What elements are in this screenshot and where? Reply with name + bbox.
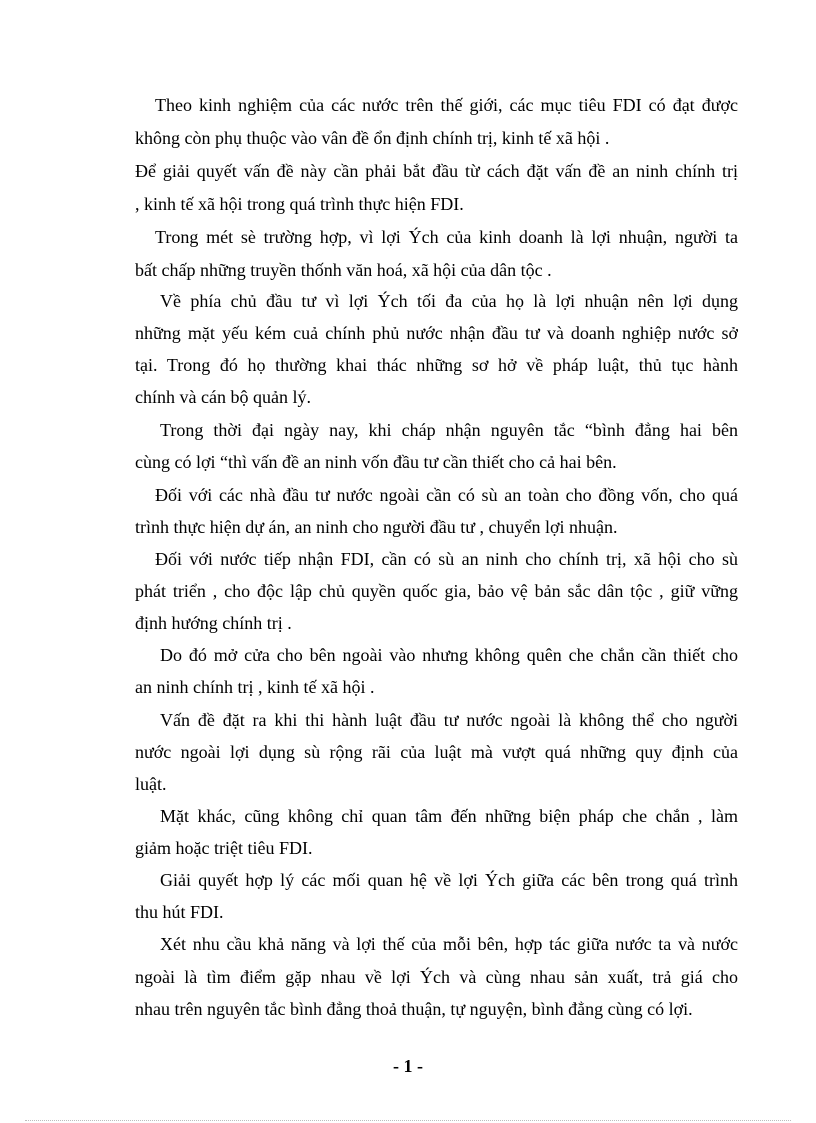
paragraph-7-line-2: phát triển , cho độc lập chủ quyền quốc gia, bảo vệ bản sắc dân tộc , giữ vững xyxy=(135,581,738,601)
paragraph-1-line-1: Theo kinh nghiệm của các nước trên thế giới, các mục tiêu FDI có đạt được xyxy=(155,95,738,115)
paragraph-12-line-1: Xét nhu cầu khả năng và lợi thế của mỗi bên, hợp tác giữa nước ta và nước xyxy=(160,934,738,954)
paragraph-6-line-2: trình thực hiện dự án, an ninh cho người đầu tư , chuyển lợi nhuận. xyxy=(135,517,618,537)
paragraph-6-line-1: Đối với các nhà đầu tư nước ngoài cần có sù an toàn cho đồng vốn, cho quá xyxy=(155,485,738,505)
paragraph-9-line-1: Vấn đề đặt ra khi thi hành luật đầu tư nước ngoài là không thể cho người xyxy=(160,710,738,730)
paragraph-4-line-1: Về phía chủ đầu tư vì lợi Ých tối đa của họ là lợi nhuận nên lợi dụng xyxy=(160,291,738,311)
paragraph-3-line-1: Trong mét sè trường hợp, vì lợi Ých của kinh doanh là lợi nhuận, người ta xyxy=(155,227,738,247)
paragraph-4-line-3: tại. Trong đó họ thường khai thác những sơ hở về pháp luật, thủ tục hành xyxy=(135,355,738,375)
paragraph-5-line-2: cùng có lợi “thì vấn đề an ninh vốn đầu tư cần thiết cho cả hai bên. xyxy=(135,452,617,472)
paragraph-8-line-1: Do đó mở cửa cho bên ngoài vào nhưng không quên che chắn cần thiết cho xyxy=(160,645,738,665)
paragraph-4-line-2: những mặt yếu kém cuả chính phủ nước nhận đầu tư và doanh nghiệp nước sở xyxy=(135,323,738,343)
paragraph-3-line-2: bất chấp những truyền thốnh văn hoá, xã hội của dân tộc . xyxy=(135,260,552,280)
paragraph-1-line-2: không còn phụ thuộc vào vân đề ổn định chính trị, kinh tế xã hội . xyxy=(135,128,610,148)
paragraph-2-line-2: , kinh tế xã hội trong quá trình thực hiện FDI. xyxy=(135,194,464,214)
paragraph-4-line-4: chính và cán bộ quản lý. xyxy=(135,387,311,407)
paragraph-9-line-3: luật. xyxy=(135,774,167,794)
paragraph-10-line-2: giảm hoặc triệt tiêu FDI. xyxy=(135,838,313,858)
paragraph-5-line-1: Trong thời đại ngày nay, khi cháp nhận nguyên tắc “bình đẳng hai bên xyxy=(160,420,738,440)
paragraph-12-line-2: ngoài là tìm điểm gặp nhau về lợi Ých và cùng nhau sản xuất, trả giá cho xyxy=(135,967,738,987)
paragraph-10-line-1: Mặt khác, cũng không chỉ quan tâm đến những biện pháp che chắn , làm xyxy=(160,806,738,826)
page-bottom-border xyxy=(25,1120,791,1121)
paragraph-7-line-3: định hướng chính trị . xyxy=(135,613,292,633)
page-number: - 1 - xyxy=(393,1056,423,1076)
paragraph-7-line-1: Đối với nước tiếp nhận FDI, cần có sù an ninh cho chính trị, xã hội cho sù xyxy=(155,549,738,569)
paragraph-8-line-2: an ninh chính trị , kinh tế xã hội . xyxy=(135,677,375,697)
paragraph-2-line-1: Để giải quyết vấn đề này cần phải bắt đầu từ cách đặt vấn đề an ninh chính trị xyxy=(135,161,738,181)
paragraph-11-line-2: thu hút FDI. xyxy=(135,902,224,922)
paragraph-12-line-3: nhau trên nguyên tắc bình đẳng thoả thuận, tự nguyện, bình đẳng cùng có lợi. xyxy=(135,999,693,1019)
paragraph-11-line-1: Giải quyết hợp lý các mối quan hệ về lợi Ých giữa các bên trong quá trình xyxy=(160,870,738,890)
paragraph-9-line-2: nước ngoài lợi dụng sù rộng rãi của luật mà vượt quá những quy định của xyxy=(135,742,738,762)
